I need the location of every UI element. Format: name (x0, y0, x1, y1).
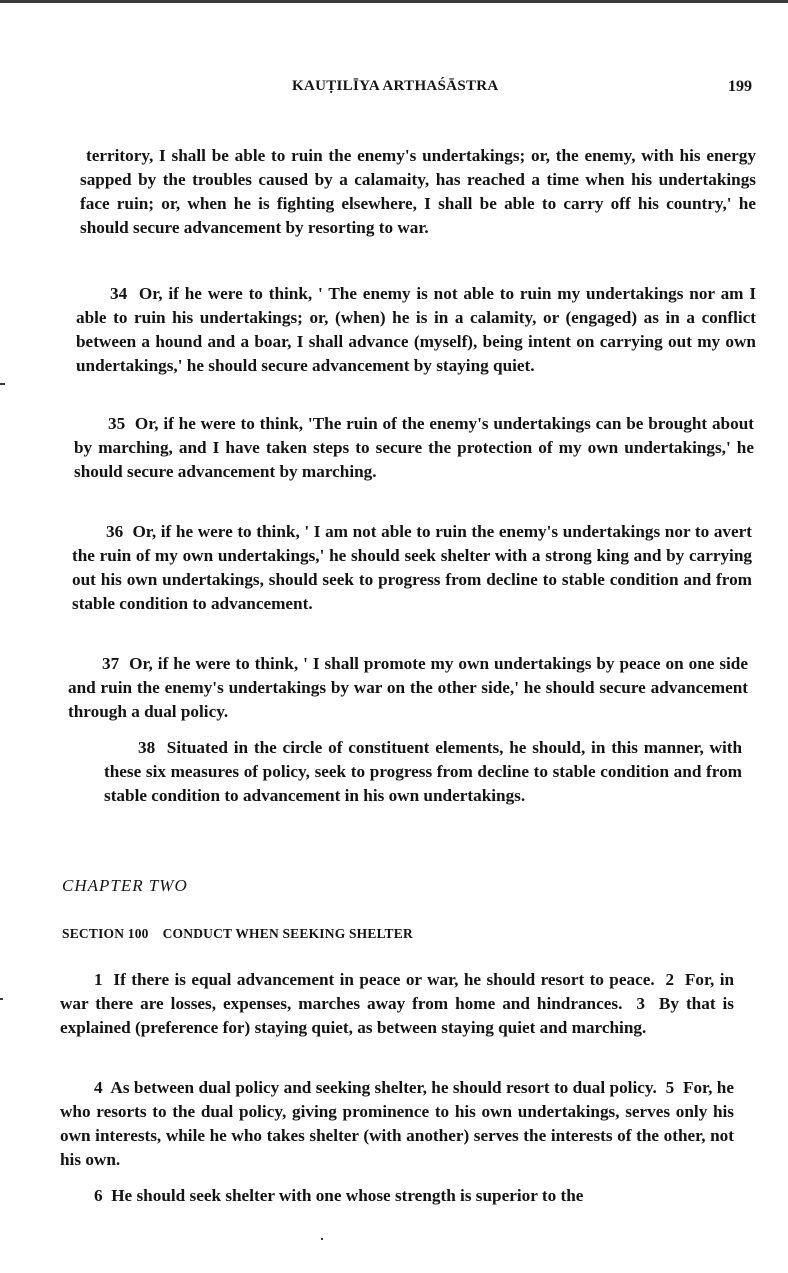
paragraph-number: 1 (94, 970, 103, 989)
section-label: SECTION 100 (62, 926, 149, 941)
paragraph-38-verse (104, 736, 742, 808)
top-border-rule (0, 0, 788, 3)
paragraph-36 (72, 520, 752, 616)
scan-mark (0, 383, 5, 385)
scan-mark (321, 1238, 323, 1240)
paragraph-continued (80, 144, 756, 240)
paragraph-34 (76, 282, 756, 378)
paragraph-37 (68, 652, 748, 724)
running-header (0, 78, 788, 100)
paragraph-number: 2 (665, 970, 675, 989)
paragraph-text: Or, if he were to think, 'The ruin of the enemy's undertakings can be brought about by marching, and I have taken steps to secure the protection of my own undertakings,' he should secure advancement by marching. (74, 414, 754, 481)
paragraph-number: 6 (94, 1186, 103, 1205)
paragraph-text: Or, if he were to think, ' The enemy is not able to ruin my undertakings nor am I able to ruin his undertakings; or, (when) he is in a calamity, or (engaged) as in a conflict between a hound and a boar, I shall advance (myself), being intent on carrying out my own undertakings,' he should secure advancement by staying quiet. (76, 284, 757, 375)
paragraph-text: If there is equal advancement in peace or war, he should resort to peace. (113, 970, 655, 989)
paragraph-number: 37 (102, 654, 120, 673)
paragraph-text: He should seek shelter with one whose strength is superior to the (111, 1186, 584, 1205)
paragraph-number: 34 (110, 284, 128, 303)
paragraph-4-5 (60, 1076, 734, 1172)
paragraph-1-3 (60, 968, 734, 1040)
paragraph-text: Or, if he were to think, ' I am not able to ruin the enemy's undertakings nor to avert the ruin of my own undertakings,' he should seek shelter with a strong king and by carrying out his own undertakings, should seek to progress from decline to stable condition and from stable condition to advancement. (72, 522, 752, 613)
paragraph-35 (74, 412, 754, 484)
page-number: 199 (728, 78, 752, 95)
paragraph-text: Situated in the circle of constituent elements, he should, in this manner, with these six measures of policy, seek to progress from decline to stable condition and from stable condition to advancement in his own undertakings. (104, 738, 743, 805)
paragraph-number: 36 (106, 522, 124, 541)
scan-mark (0, 998, 3, 1000)
paragraph-number: 38 (138, 738, 156, 757)
paragraph-text: territory, I shall be able to ruin the enemy's undertakings; or, the enemy, with his energy sapped by the troubles caused by a calamaity, has reached a time when his undertakings face ruin; or, when he is fighting elsewhere, I shall be able to carry off his country,' he should secure advancement by resorting to war. (80, 146, 756, 237)
section-title: CONDUCT WHEN SEEKING SHELTER (162, 926, 413, 941)
running-title: KAUṬILĪYA ARTHAŚĀSTRA (292, 78, 499, 94)
paragraph-text: By that is explained (preference for) staying quiet, as between staying quiet and marching. (60, 994, 734, 1037)
paragraph-6 (60, 1184, 734, 1208)
chapter-heading: CHAPTER TWO (62, 876, 188, 895)
paragraph-text: As between dual policy and seeking shelter, he should resort to dual policy. (110, 1078, 657, 1097)
paragraph-text: For, in war there are losses, expenses, marches away from home and hindrances. (60, 970, 735, 1013)
paragraph-number: 5 (665, 1078, 675, 1097)
paragraph-text: Or, if he were to think, ' I shall promote my own undertakings by peace on one side and ruin the enemy's undertakings by war on the other side,' he should secure advancement through a dual policy. (68, 654, 748, 721)
section-heading (62, 926, 413, 942)
paragraph-text: For, he who resorts to the dual policy, giving prominence to his own undertakings, serves only his own interests, while he who takes shelter (with another) serves the interests of the other, not his own. (60, 1078, 734, 1169)
paragraph-number: 4 (94, 1078, 103, 1097)
paragraph-number: 3 (636, 994, 645, 1013)
paragraph-number: 35 (108, 414, 126, 433)
